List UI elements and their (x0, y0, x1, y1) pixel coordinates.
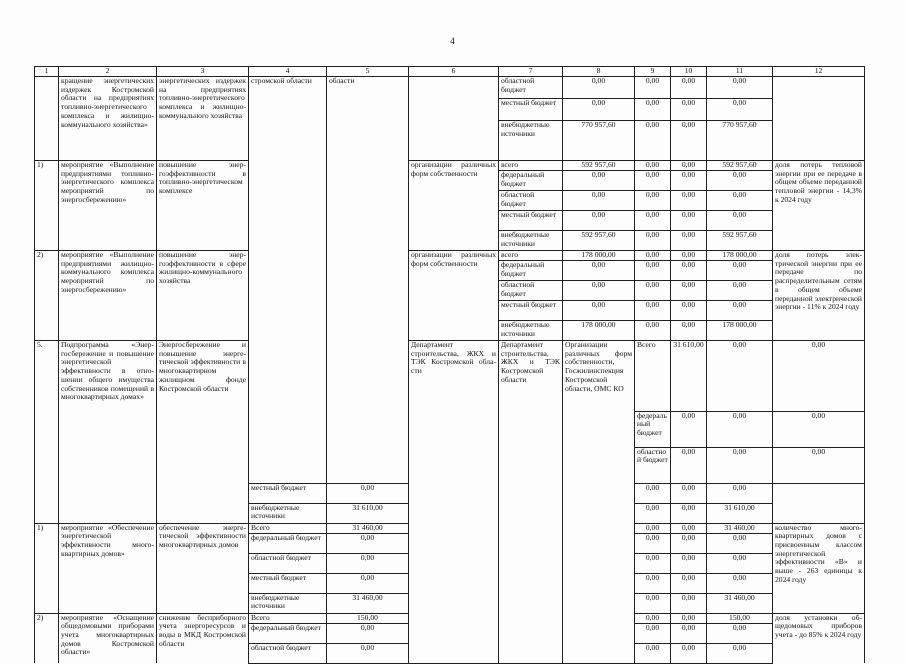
cell-value: 0,00 (635, 77, 671, 99)
cell-source: внебюджетные источники (499, 321, 563, 341)
cell-value: 31 460,00 (707, 523, 773, 533)
cell-value: 0,00 (773, 447, 865, 483)
cell-participant: организации различных форм собственности (409, 161, 499, 251)
cell-value: 0,00 (635, 523, 671, 533)
cell-source: федеральный бюджет (249, 623, 327, 643)
cell-value: 0,00 (635, 231, 671, 251)
cell-value: 0,00 (635, 643, 671, 663)
header-cell: 10 (671, 67, 707, 77)
cell-value: 0,00 (635, 623, 671, 643)
cell-value: 0,00 (671, 251, 707, 261)
header-cell: 1 (35, 67, 59, 77)
cell-value: 0,00 (635, 171, 671, 191)
cell-participant: Организации различных форм собственности, Госжилинспекция Костромской области, ОМС КО (563, 341, 635, 664)
cell-total: 0,00 (563, 211, 635, 231)
cell-total: 0,00 (563, 191, 635, 211)
cell-value: 0,00 (671, 321, 707, 341)
cell-value: 31 610,00 (707, 503, 773, 523)
cell-total: 31 610,00 (671, 341, 707, 412)
cell-value: 0,00 (707, 211, 773, 231)
cell-total: 592 957,60 (563, 231, 635, 251)
cell-source: областной бюджет (249, 553, 327, 573)
cell-total: 31 460,00 (327, 523, 409, 533)
cell-total: 0,00 (563, 281, 635, 301)
cell-source: федеральный бюджет (249, 533, 327, 553)
cell-name: мероприятие «Оснащение общедомовыми приборами учета многоквартирных домов Костромской области» (59, 613, 157, 663)
cell-total: 31 460,00 (327, 593, 409, 613)
cell-value: 0,00 (671, 523, 707, 533)
cell-value: 0,00 (707, 573, 773, 593)
cell-source: всего (499, 161, 563, 171)
header-cell: 12 (773, 67, 865, 77)
cell-value: 0,00 (707, 341, 773, 412)
cell-source: всего (499, 251, 563, 261)
cell-num: 5. (35, 341, 59, 524)
cell-source: областной бюджет (635, 447, 671, 483)
cell-source: областной бюджет (499, 77, 563, 99)
cell-num: 2) (35, 613, 59, 663)
cell-goal: энергетических издержек на предприятиях топливно-энергетического комплекса и жилищно-коммунального хозяйства (157, 77, 249, 161)
cell-participant: организации различных форм собственности (409, 251, 499, 341)
cell-value: 0,00 (635, 251, 671, 261)
cell-value: 0,00 (671, 643, 707, 663)
cell-name: мероприятие «Выполнение предприятиями жилищно-коммунального комплекса мероприятий по энергосбережению» (59, 251, 157, 341)
cell-source: Всего (249, 613, 327, 623)
cell-source: Всего (635, 341, 671, 412)
cell-value: 150,00 (707, 613, 773, 623)
cell-value: 0,00 (707, 281, 773, 301)
cell-indicator: количество многоквартирных домов с присвоенным классом энергетической эффективности «В» и выше - 263 единицы к 2024 году (773, 523, 865, 613)
cell-value: 0,00 (635, 161, 671, 171)
header-row (35, 67, 865, 77)
cell-total: 0,00 (563, 77, 635, 99)
cell-total: 0,00 (327, 553, 409, 573)
cell-value: 0,00 (671, 99, 707, 121)
cell-name: Подпрограмма «Энергосбережение и повышение энергетической эффективности в отношении общего имущества собственников помещений в многоквартирных домах» (59, 341, 157, 524)
cell-total: 0,00 (327, 483, 409, 503)
cell-coexecutor: области (327, 77, 409, 484)
cell-name: мероприятие «Обеспечение энергетической эффективности многоквартирных домов» (59, 523, 157, 613)
cell-source: внебюджетные источники (249, 503, 327, 523)
cell-goal: повышение энергоэффективности в топливно-энергетическом комплексе (157, 161, 249, 251)
cell-responsible: Департамент строительства, ЖКХ и ТЭК Костромской области (409, 341, 499, 664)
header-cell: 6 (409, 67, 499, 77)
cell-value: 0,00 (635, 483, 671, 503)
table-row (35, 77, 865, 99)
cell-value: 0,00 (707, 171, 773, 191)
cell-value: 0,00 (707, 191, 773, 211)
cell-num: 1) (35, 523, 59, 613)
cell-total: 150,00 (327, 613, 409, 623)
cell-source: федеральный бюджет (499, 261, 563, 281)
cell-value: 0,00 (635, 613, 671, 623)
cell-value: 0,00 (635, 121, 671, 161)
cell-goal: повышение энергоэффективности в сфере жилищно-коммунального хозяйства (157, 251, 249, 341)
cell-total: 770 957,60 (563, 121, 635, 161)
cell-total: 178 000,00 (563, 321, 635, 341)
cell-value: 0,00 (707, 261, 773, 281)
cell-value: 0,00 (635, 191, 671, 211)
cell-coexecutor: Департамент строительства, ЖКХ и ТЭК Костромской области (499, 341, 563, 664)
cell-value: 0,00 (635, 503, 671, 523)
page-number: 4 (450, 36, 455, 46)
cell-value: 0,00 (671, 261, 707, 281)
cell-name: мероприятие «Выполнение предприятиями топливно-энергетического комплекса мероприятий по энергосбережению» (59, 161, 157, 251)
cell-value: 0,00 (707, 533, 773, 553)
program-table (34, 66, 865, 664)
cell-value: 178 000,00 (707, 251, 773, 261)
cell-value: 0,00 (671, 483, 707, 503)
cell-source: федеральный бюджет (635, 411, 671, 447)
cell-value: 0,00 (671, 211, 707, 231)
cell-value: 0,00 (707, 483, 773, 503)
cell-source: областной бюджет (249, 643, 327, 663)
cell-num (35, 77, 59, 161)
cell-indicator: доля установки общедомовых приборов учета - до 85% к 2024 году (773, 613, 865, 663)
cell-source: областной бюджет (499, 281, 563, 301)
cell-total: 0,00 (563, 171, 635, 191)
cell-source: местный бюджет (499, 301, 563, 321)
header-cell: 7 (499, 67, 563, 77)
cell-source: местный бюджет (499, 211, 563, 231)
cell-value: 0,00 (635, 99, 671, 121)
header-cell: 4 (249, 67, 327, 77)
cell-value: 592 957,60 (707, 231, 773, 251)
cell-value: 0,00 (635, 321, 671, 341)
cell-name: кращение энергетических издержек Костромской области на предприятиях топливно-энергетического комплекса и жилищно-коммунального хозяйства» (59, 77, 157, 161)
cell-indicator (773, 77, 865, 161)
cell-indicator: доля потерь электрической энергии при ее передаче по распределительным сетям в общем объеме переданной электрической энергии - 11% к 2024 году (773, 251, 865, 341)
cell-value: 0,00 (671, 161, 707, 171)
cell-value: 0,00 (671, 301, 707, 321)
cell-source: внебюджетные источники (499, 121, 563, 161)
cell-value: 0,00 (707, 447, 773, 483)
header-cell: 5 (327, 67, 409, 77)
cell-value: 0,00 (707, 553, 773, 573)
cell-value: 0,00 (671, 533, 707, 553)
cell-total: 178 000,00 (563, 251, 635, 261)
cell-value: 0,00 (671, 121, 707, 161)
cell-source: областной бюджет (499, 191, 563, 211)
cell-num: 2) (35, 251, 59, 341)
cell-responsible: стромской области (249, 77, 327, 484)
cell-total: 592 957,60 (563, 161, 635, 171)
cell-total: 0,00 (327, 643, 409, 663)
cell-value: 770 957,60 (707, 121, 773, 161)
cell-total: 0,00 (563, 261, 635, 281)
table-row (35, 341, 865, 412)
cell-value: 0,00 (707, 623, 773, 643)
cell-value: 0,00 (671, 503, 707, 523)
cell-num: 1) (35, 161, 59, 251)
cell-total: 0,00 (563, 301, 635, 321)
cell-value: 0,00 (635, 211, 671, 231)
cell-value: 0,00 (635, 301, 671, 321)
cell-value: 0,00 (671, 593, 707, 613)
cell-total: 0,00 (563, 99, 635, 121)
cell-source: федеральный бюджет (499, 171, 563, 191)
cell-value: 0,00 (671, 191, 707, 211)
cell-indicator: доля потерь тепловой энергии при ее передаче в общем объеме переданной тепловой энергии - 14,3% к 2024 году (773, 161, 865, 251)
cell-participant (409, 77, 499, 161)
cell-source: местный бюджет (249, 483, 327, 503)
cell-value: 0,00 (671, 281, 707, 301)
cell-source: внебюджетные источники (499, 231, 563, 251)
cell-value: 0,00 (773, 341, 865, 412)
cell-value: 592 957,60 (707, 161, 773, 171)
cell-value: 178 000,00 (707, 321, 773, 341)
cell-value: 0,00 (707, 643, 773, 663)
cell-value: 0,00 (671, 553, 707, 573)
cell-source: местный бюджет (499, 99, 563, 121)
cell-value: 0,00 (707, 411, 773, 447)
cell-total: 0,00 (671, 411, 707, 447)
cell-source: внебюджетные источники (249, 593, 327, 613)
cell-value: 0,00 (635, 573, 671, 593)
table-row (35, 161, 865, 171)
cell-value: 0,00 (671, 613, 707, 623)
cell-total: 0,00 (327, 533, 409, 553)
cell-value: 0,00 (671, 77, 707, 99)
header-cell: 11 (707, 67, 773, 77)
cell-total: 0,00 (327, 623, 409, 643)
cell-value: 0,00 (635, 261, 671, 281)
cell-value: 0,00 (635, 533, 671, 553)
cell-value: 0,00 (671, 171, 707, 191)
cell-value: 0,00 (671, 623, 707, 643)
table-row (35, 251, 865, 261)
cell-goal: Энергосбережение и повышение энергетической эффективности в многоквартирном жилищном фонде Костромской области (157, 341, 249, 524)
cell-value: 0,00 (635, 593, 671, 613)
header-cell: 9 (635, 67, 671, 77)
header-cell: 8 (563, 67, 635, 77)
cell-total: 0,00 (327, 573, 409, 593)
cell-value: 0,00 (671, 231, 707, 251)
cell-value: 0,00 (635, 281, 671, 301)
cell-goal: обеспечение энергетической эффективности многоквартирных домов (157, 523, 249, 613)
cell-value: 0,00 (707, 99, 773, 121)
header-cell: 3 (157, 67, 249, 77)
cell-source: местный бюджет (249, 573, 327, 593)
cell-value: 0,00 (671, 573, 707, 593)
cell-value: 0,00 (635, 553, 671, 573)
cell-value: 31 460,00 (707, 593, 773, 613)
cell-source: Всего (249, 523, 327, 533)
cell-total: 31 610,00 (327, 503, 409, 523)
cell-total: 0,00 (671, 447, 707, 483)
header-cell: 2 (59, 67, 157, 77)
cell-value: 0,00 (707, 77, 773, 99)
cell-value: 0,00 (773, 411, 865, 447)
cell-value: 0,00 (707, 301, 773, 321)
cell-goal: снижение бесприборного учета энергоресурсов и воды в МКД Костромской области (157, 613, 249, 663)
